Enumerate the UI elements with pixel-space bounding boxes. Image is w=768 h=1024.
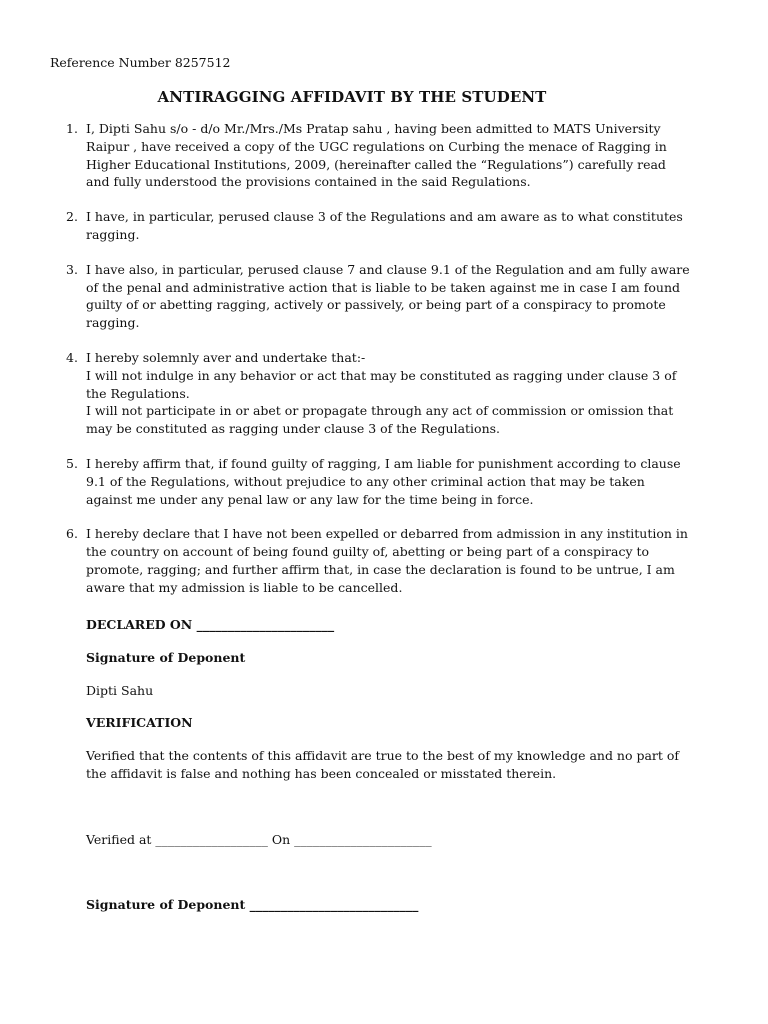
verified-at-line: Verified at __________________ On ______________________ [86,832,432,847]
verification-line: the affidavit is false and nothing has been concealed or misstated therein. [86,765,557,781]
clause-item [66,455,681,508]
clause-line: I hereby affirm that, if found guilty of ragging, I am liable for punishment according to clause [86,455,681,471]
clause-number: 1. [66,121,78,136]
clause-line: guilty of or abetting ragging, actively or passively, or being part of a conspiracy to promote [86,297,666,313]
clause-line: Raipur , have received a copy of the UGC regulations on Curbing the menace of Ragging in [86,138,667,154]
clause-item [66,120,666,191]
clause-line: may be constituted as ragging under clause 3 of the Regulations. [86,421,501,437]
clause-line: Higher Educational Institutions, 2009, (hereinafter called the “Regulations”) carefully read [86,156,666,172]
verification-heading: VERIFICATION [86,715,193,730]
clause-line: I have, in particular, perused clause 3 of the Regulations and am aware as to what constitutes [86,209,683,225]
signature-label: Signature of Deponent [86,650,246,665]
clause-line: I will not participate in or abet or propagate through any act of commission or omission that [86,403,674,419]
clause-line: I hereby solemnly aver and undertake that:- [86,349,366,365]
clause-item [66,208,683,244]
clause-item [66,349,677,438]
deponent-name: Dipti Sahu [86,683,154,698]
clause-number: 3. [66,261,78,277]
clause-line: and fully understood the provisions contained in the said Regulations. [86,174,531,190]
clause-item [66,525,688,596]
verification-statement [86,747,679,783]
verification-line: Verified that the contents of this affidavit are true to the best of my knowledge and no part of [86,748,680,763]
declared-on-line: DECLARED ON ______________________ [86,617,335,632]
clause-line: I will not indulge in any behavior or act that may be constituted as ragging under clause 3 of [86,367,677,383]
clause-item [66,261,690,332]
clause-number: 4. [66,349,78,365]
clause-number: 5. [66,455,78,471]
clause-line: I have also, in particular, perused clause 7 and clause 9.1 of the Regulation and am fully aware [86,261,690,277]
clause-line: of the penal and administrative action that is liable to be taken against me in case I am found [86,279,681,295]
clause-line: the country on account of being found guilty of, abetting or being part of a conspiracy to [86,544,650,560]
reference-number: Reference Number 8257512 [50,55,231,70]
affidavit-clauses [66,120,690,614]
clause-line: aware that my admission is liable to be cancelled. [86,579,403,595]
clause-line: ragging. [86,315,140,331]
signature-line: Signature of Deponent ___________________________ [86,897,419,912]
document-title: ANTIRAGGING AFFIDAVIT BY THE STUDENT [157,88,547,106]
clause-number: 6. [66,526,78,542]
clause-line: 9.1 of the Regulations, without prejudice to any other criminal action that may be taken [86,473,645,489]
clause-line: I, Dipti Sahu s/o - d/o Mr./Mrs./Ms Pratap sahu , having been admitted to MATS University [86,121,661,136]
clause-line: ragging. [86,226,140,242]
clause-line: against me under any penal law or any law for the time being in force. [86,491,534,507]
clause-line: promote, ragging; and further affirm that, in case the declaration is found to be untrue, I am [86,561,675,577]
clause-line: I hereby declare that I have not been expelled or debarred from admission in any institution in [86,526,688,542]
clause-number: 2. [66,209,78,225]
clause-line: the Regulations. [86,385,190,401]
